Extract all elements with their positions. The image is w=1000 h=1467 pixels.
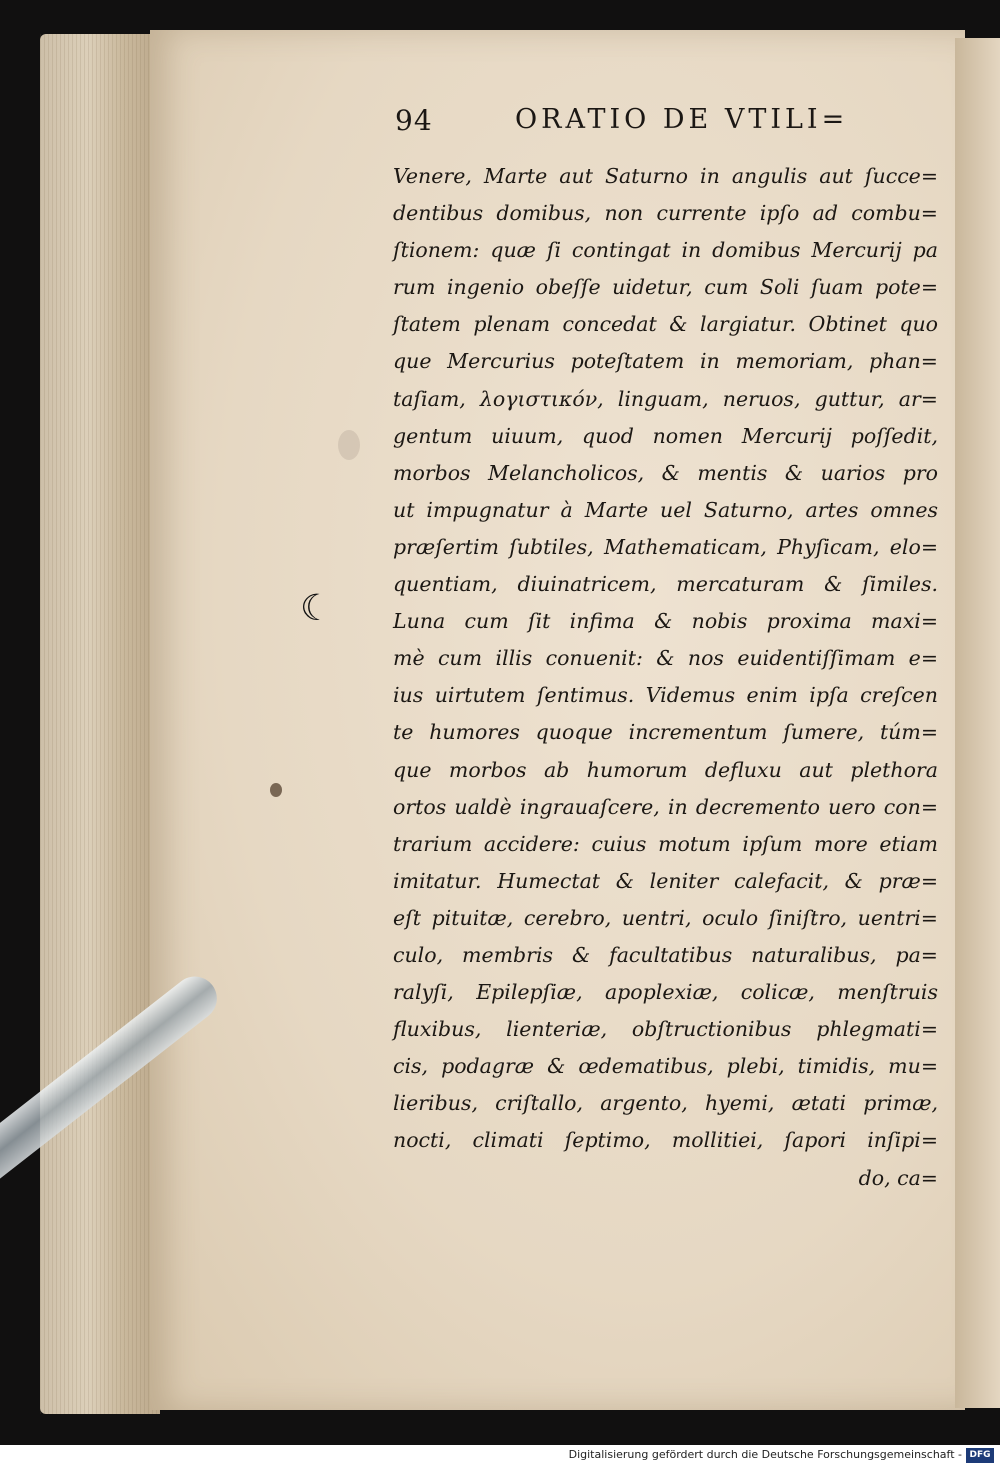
text-line: ſtatem plenam concedat & largiatur. Obtinet quo (393, 312, 938, 337)
text-line: præſertim ſubtiles, Mathematicam, Phyſicam, elo= (393, 534, 938, 559)
funding-credit: Digitalisierung gefördert durch die Deutsche Forschungsgemeinschaft - (568, 1448, 962, 1461)
book-page-edges (40, 34, 160, 1414)
digitization-footer (0, 1445, 1000, 1467)
page-header (395, 104, 940, 148)
text-line: Luna cum ſit infima & nobis proxima maxi= (393, 609, 938, 634)
paper-stain (338, 430, 360, 460)
text-line: fluxibus, lienteriæ, obſtructionibus phlegmati= (393, 1017, 938, 1042)
facing-page-edge (955, 38, 1000, 1408)
text-line: gentum uiuum, quod nomen Mercurij poſſedit, (393, 423, 938, 448)
text-line: ortos ualdè ingrauaſcere, in decremento uero con= (393, 794, 938, 819)
text-line: quentiam, diuinatricem, mercaturam & ſimiles. (393, 572, 938, 597)
text-line: culo, membris & facultatibus naturalibus, pa= (393, 942, 938, 967)
text-line: cis, podagræ & œdematibus, plebi, timidis, mu= (393, 1054, 938, 1079)
text-line: te humores quoque incrementum ſumere, túm= (393, 720, 938, 745)
text-line: imitatur. Humectat & leniter calefacit, & præ= (393, 868, 938, 893)
text-line: dentibus domibus, non currente ipſo ad combu= (393, 201, 938, 226)
dfg-logo: DFG (966, 1448, 994, 1463)
text-line: taſiam, λογιστικόν, linguam, neruos, guttur, ar= (393, 386, 938, 411)
text-line: eſt pituitæ, cerebro, uentri, oculo ſiniſtro, uentri= (393, 905, 938, 930)
body-text (393, 158, 938, 1197)
running-title: ORATIO DE VTILI= (515, 104, 849, 135)
moon-symbol-icon: ☾ (300, 588, 333, 629)
text-line: que Mercurius poteſtatem in memoriam, phan= (393, 349, 938, 374)
text-line: ut impugnatur à Marte uel Saturno, artes omnes (393, 497, 938, 522)
text-line: Venere, Marte aut Saturno in angulis aut ſucce= (393, 164, 938, 188)
text-line: nocti, climati ſeptimo, mollitiei, ſapori inſipi= (393, 1128, 938, 1153)
text-line: morbos Melancholicos, & mentis & uarios pro (393, 460, 938, 485)
text-line: lieribus, criſtallo, argento, hyemi, ætati primæ, (393, 1091, 938, 1116)
text-line: que morbos ab humorum defluxu aut plethora (393, 757, 938, 782)
text-line: mè cum illis conuenit: & nos euidentiſſimam e= (393, 646, 938, 671)
text-line: ſtionem: quæ ſi contingat in domibus Mercurij pa (393, 238, 938, 263)
text-line: trarium accidere: cuius motum ipſum more etiam (393, 831, 938, 856)
catchword: do, ca= (858, 1165, 938, 1190)
text-line: rum ingenio obeſſe uidetur, cum Soli ſuam pote= (393, 275, 938, 300)
text-line: ralyſi, Epilepſiæ, apoplexiæ, colicæ, menſtruis (393, 980, 938, 1005)
ink-stain (270, 783, 282, 797)
text-line: ius uirtutem ſentimus. Videmus enim ipſa creſcen (393, 683, 938, 708)
page-number: 94 (395, 104, 433, 137)
